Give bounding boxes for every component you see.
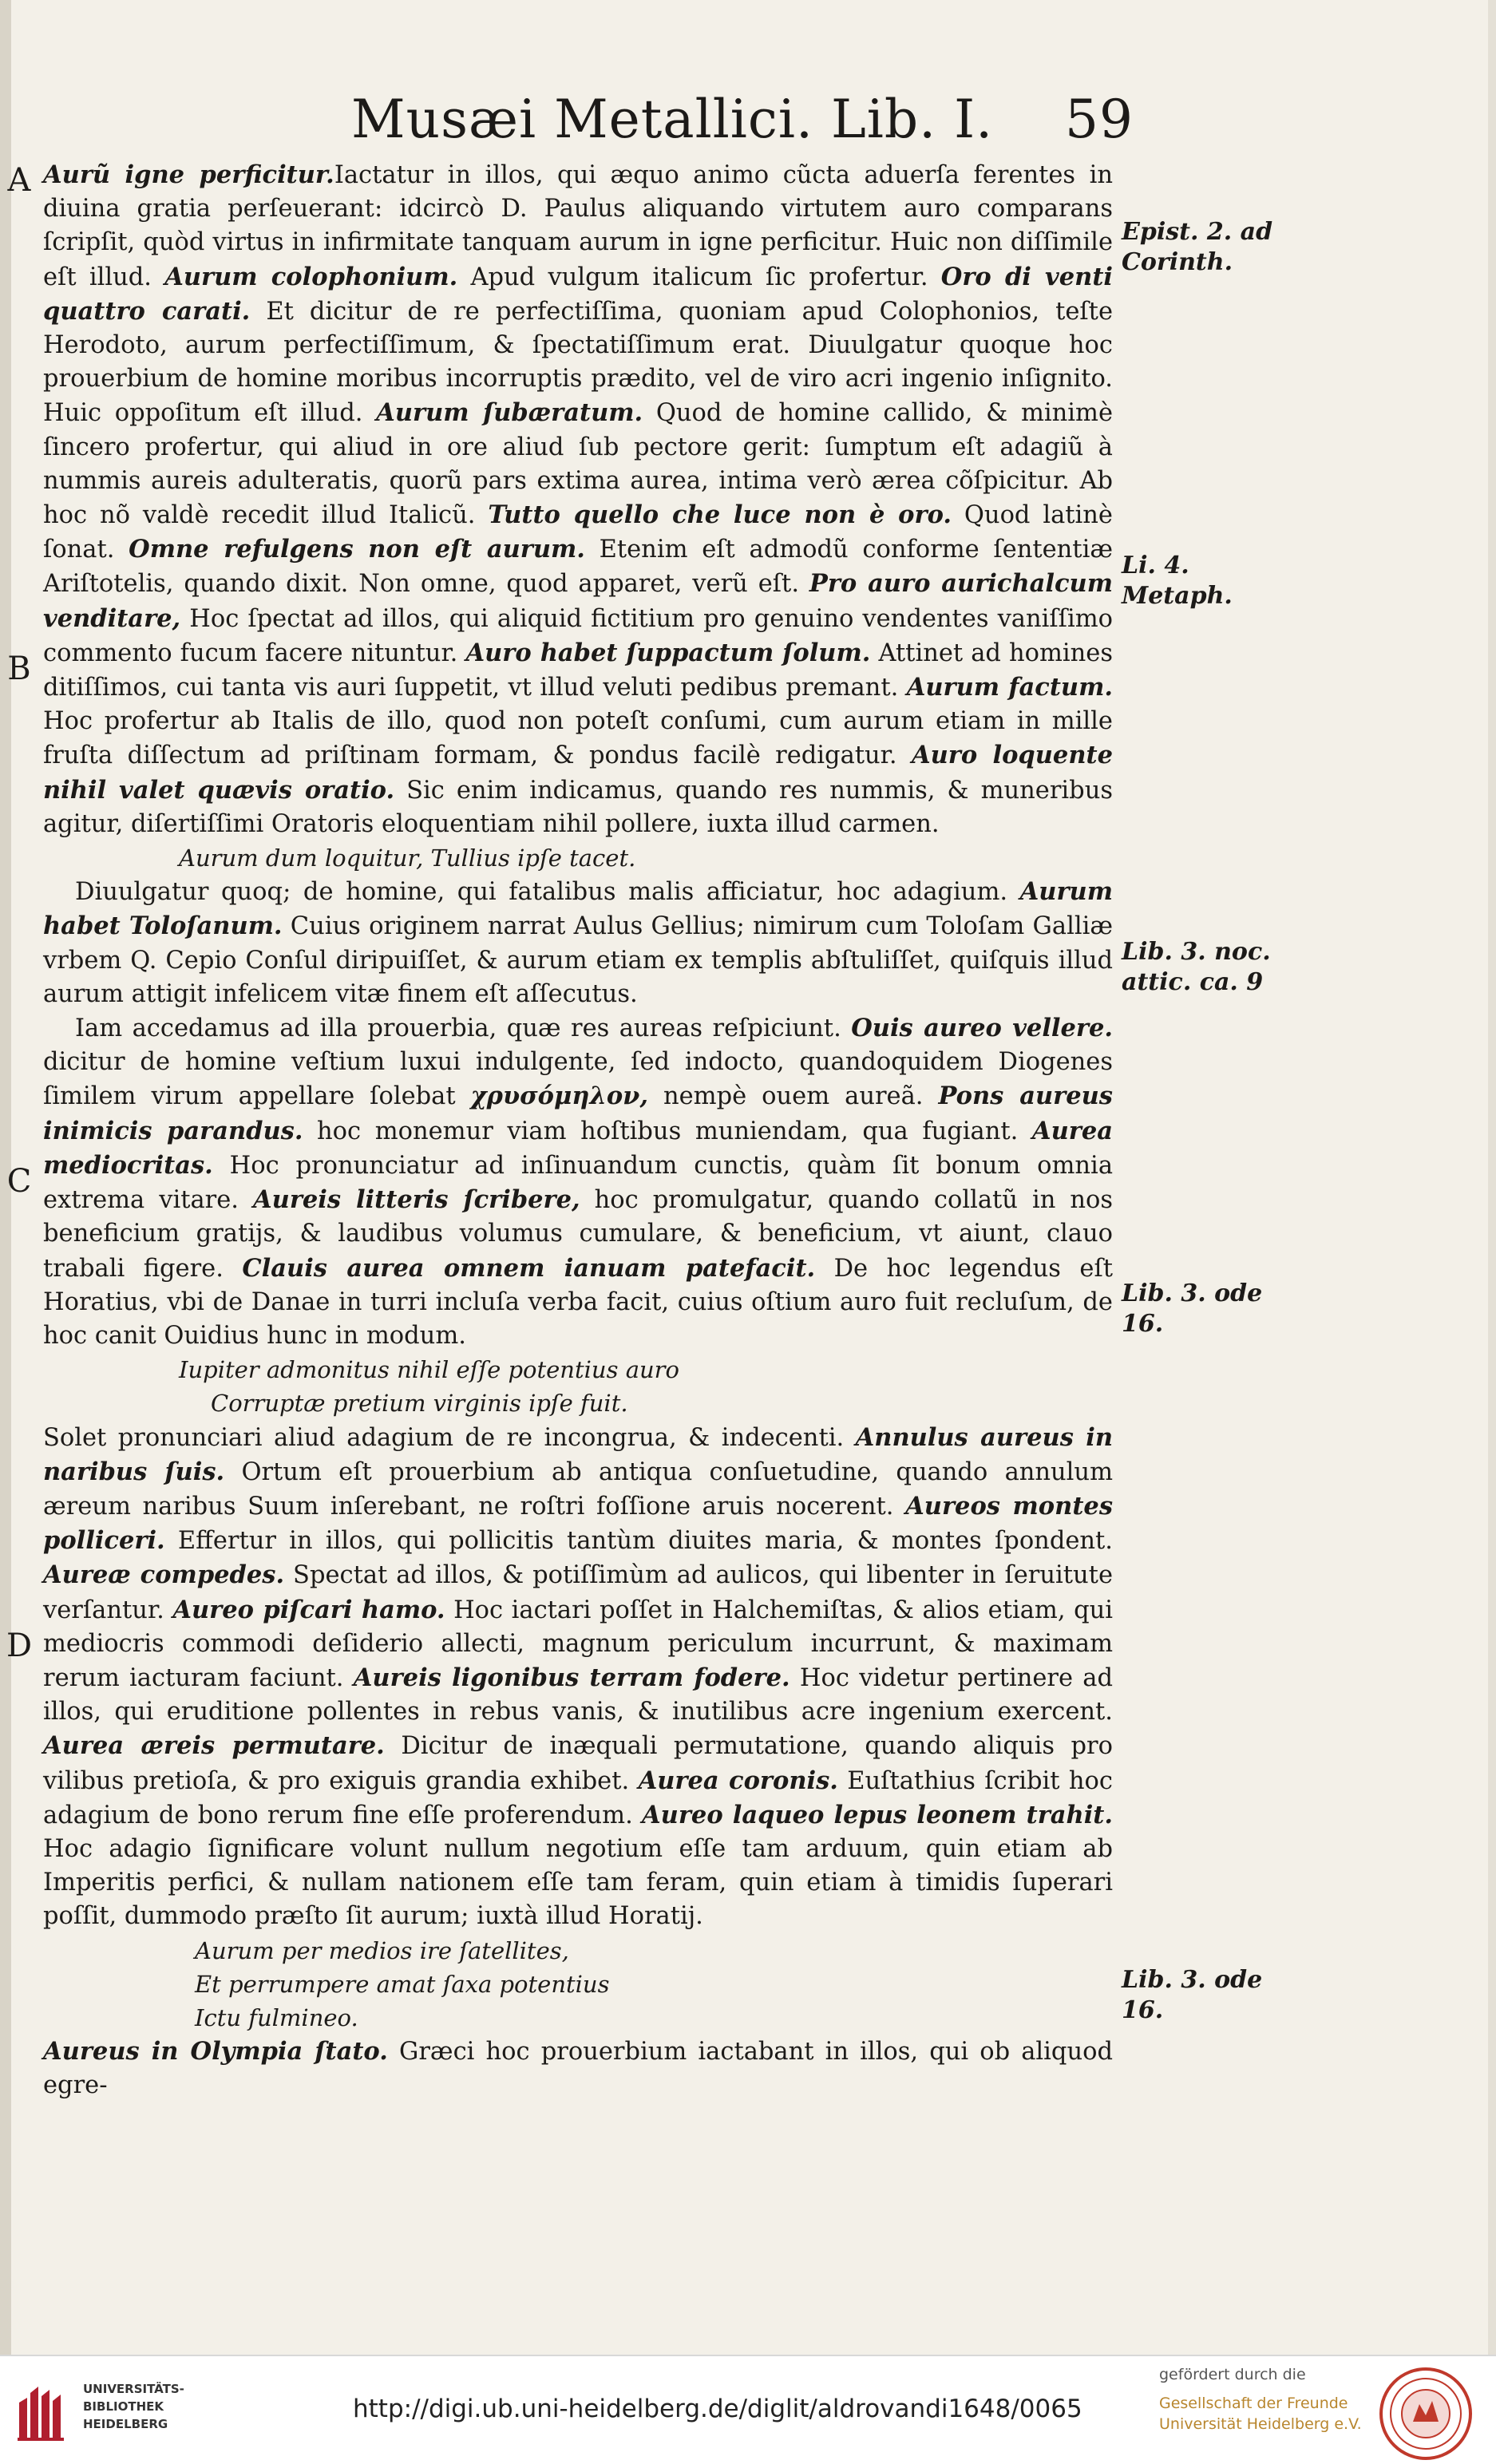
section-letter-d: D [6,1628,33,1664]
text-run: nempè ouem aureã. [647,1082,939,1111]
text-run: Hoc profertur ab Italis de illo, quod non poteſt conſumi, cum aurum etiam in mille fruſta diſſectum ad priſtinam formam, & pondus facilè redigatur. [43,707,1113,770]
text-run: Græci hoc prouerbium iactabant in illos, qui ob aliquod egre- [43,2038,1113,2100]
adagium: Omne refulgens non eſt aurum. [129,535,585,564]
library-name-line: UNIVERSITÄTS- [83,2382,184,2396]
adagium: Aureus in Olympia ſtato. [43,2037,388,2067]
paragraph [43,1011,1113,1353]
verse-line: Corruptæ pretium virginis ipſe fuit. [211,1390,628,1418]
viewer-footer [0,2355,1496,2464]
adagium: Oro di venti quattro carati. [43,262,1113,326]
text-run: Spectat ad illos, & potiſſimùm ad aulicos, qui libenter in ſeruitute verſantur. [43,1561,1113,1624]
adagium: Auro loquente nihil valet quævis oratio. [43,741,1113,805]
footer-divider [0,2355,1496,2356]
verse-quote [43,841,1113,875]
greek-word: χρυσόμηλον, [470,1082,648,1111]
verse-quote [43,1353,1113,1420]
text-run: Quod latinè ſonat. [43,501,1113,564]
text-run: hoc promulgatur, quando collatũ in nos beneficium gratijs, & laudibus volumus cumulare, & beneficium, vt aiunt, clauo trabali figere. [43,1186,1113,1283]
verse-line: Ictu fulmineo. [195,2003,358,2031]
text-run: Ortum eſt prouerbium ab antiqua conſuetudine, quando annulum æreum naribus Suum inſerebant, ne roſtri foſſione aruis nocerent. [43,1457,1113,1521]
section-letter-c: C [6,1163,32,1200]
permalink-url[interactable]: http://digi.ub.uni-heidelberg.de/diglit/aldrovandi1648/0065 [353,2395,1082,2423]
sponsor-seal-icon [1378,2366,1474,2462]
sponsor-name [1159,2393,1367,2434]
adagium: Aureis ligonibus terram fodere. [353,1663,790,1692]
library-name-line: BIBLIOTHEK [83,2399,164,2414]
verse-line: Aurum per medios ire ſatellites, [195,1936,569,1964]
text-run: Attinet ad homines ditiſſimos, cui tanta vis auri ſuppetit, vt illud veluti pedibus premant. [43,639,1114,702]
verse-quote [43,1934,1113,2035]
adagium: Aurum colophonium. [164,262,458,291]
adagium: Aurum factum. [906,673,1113,702]
text-run: Quod de homine callido, & minimè ſincero profertur, qui aliud in ore aliud ſub pectore gerit: ſumptum eſt adagiũ à nummis aureis adulteratis, quorũ pars extima aurea, intima verò ærea cõſpicitur. Ab hoc nõ valdè recedit illud Italicũ. [43,399,1113,530]
text-run: dicitur de homine veſtium luxui indulgente, ſed indocto, quandoquidem Diogenes ſimilem virum appellare ſolebat [43,1048,1113,1111]
running-title: Musæi Metallici. Lib. I. [351,89,994,150]
adagium: Aureos montes polliceri. [43,1491,1113,1556]
text-run: Hoc pronunciatur ad inſinuandum cunctis, quàm ſit bonum omnia extrema vitare. [43,1151,1113,1215]
paragraph [43,1421,1113,1934]
adagium: Aureo laqueo lepus leonem trahit. [642,1800,1114,1829]
sponsor-name-line: Gesellschaft der Freunde [1159,2395,1348,2412]
text-run: Diuulgatur quoq; de homine, qui fatalibus malis afficiatur, hoc adagium. [75,878,1020,907]
paragraph [43,2035,1113,2102]
text-run: Iam accedamus ad illa prouerbia, quæ res aureas reſpiciunt. [75,1014,852,1043]
text-run: Dicitur de inæquali permutatione, quando aliquis pro vilibus pretioſa, & pro exiguis grandia exhibet. [43,1732,1113,1795]
text-run: Hoc videtur pertinere ad illos, qui eruditione pollentes in rebus vanis, & inutilibus acre ingenium exercent. [43,1663,1114,1726]
verse-line: Et perrumpere amat ſaxa potentius [195,1970,610,1998]
adagium: Aurum ſubæratum. [376,398,643,428]
library-name-line: HEIDELBERG [83,2417,168,2431]
running-head [351,88,1181,152]
adagium: Ouis aureo vellere. [851,1014,1113,1043]
section-letter-a: A [7,162,31,199]
adagium: Aureæ compedes. [43,1560,285,1590]
text-run: Iactatur in illos, qui æquo animo cũcta aduerſa ferentes in diuina gratia perſeuerant: idcircò D. Paulus aliquando virtutem auro comparans ſcripſit, quòd virtus in infirmitate tanquam aurum in igne perficitur. Huic non diſſimile eſt illud. [43,161,1113,291]
margin-note: Epist. 2. ad Corinth. [1122,218,1273,276]
paragraph [43,875,1113,1011]
adagium: Aurea coronis. [638,1766,838,1795]
adagium: Aurum habet Toloſanum. [43,877,1113,941]
text-run: Hoc adagio ſignificare volunt nullum negotium eſſe tam arduum, quin etiam ab Imperitis perfici, & nullam nationem eſſe tam feram, quin etiam à timidis ſuperari poſſit, dummodo præſto ſit aurum; iuxtà illud Horatij. [43,1834,1113,1931]
text-run: Solet pronunciari aliud adagium de re incongrua, & indecenti. [43,1423,856,1452]
text-run: Cuius originem narrat Aulus Gellius; nimirum cum Toloſam Galliæ vrbem Q. Cepio Conſul diripuiſſet, & aurum etiam ex templis abſtuliſſet, quiſquis illud aurum attigit infelicem vitæ finem eſt aſſecutus. [43,912,1114,1008]
text-run: Etenim eſt admodũ conforme ſententiæ Ariſtotelis, quando dixit. Non omne, quod apparet, verũ eſt. [43,536,1113,599]
adagium: Aurũ igne perficitur. [43,160,334,189]
text-run: Hoc iactari poſſet in Halchemiſtas, & alios etiam, qui mediocris commodi deſiderio allecti, magnum periculum incurrunt, & maximam rerum iacturam faciunt. [43,1596,1113,1692]
adagium: Annulus aureus in naribus ſuis. [43,1422,1113,1486]
library-logo-icon [14,2379,70,2442]
verse-line: Iupiter admonitus nihil eſſe potentius auro [179,1356,679,1384]
text-run: Hoc ſpectat ad illos, qui aliquid fictitium pro genuino vendentes vaniſſimo commento fucum facere nituntur. [43,604,1113,667]
adagium: Auro habet ſuppactum ſolum. [465,638,871,667]
sponsor-label: gefördert durch die [1159,2366,1306,2383]
margin-note: Lib. 3. noc. attic. ca. 9 [1122,938,1271,996]
verse-line: Aurum dum loquitur, Tullius ipſe tacet. [179,844,636,872]
sponsor-name-line: Universität Heidelberg e.V. [1159,2415,1362,2433]
adagium: Pro auro aurichalcum venditare, [43,569,1113,633]
adagium: Clauis aurea omnem ianuam patefacit. [242,1253,816,1283]
paragraph [43,158,1113,841]
adagium: Pons aureus inimicis parandus. [43,1082,1113,1145]
margin-note: Lib. 3. ode 16. [1122,1279,1263,1338]
text-run: hoc monemur viam hoſtibus muniendam, qua fugiant. [303,1117,1032,1145]
text-run: Et dicitur de re perfectiſſima, quoniam apud Colophonios, teſte Herodoto, aurum perfectiſſimum, & ſpectatiſſimum erat. Diuulgatur quoque hoc prouerbium de homine moribus incorruptis prædito, vel de viro acri ingenio inſignito. Huic oppoſitum eſt illud. [43,297,1113,428]
text-run: Effertur in illos, qui pollicitis tantùm diuites maria, & montes ſpondent. [164,1527,1113,1556]
adagium: Aurea æreis permutare. [43,1731,385,1761]
text-run: Euſtathius ſcribit hoc adagium de bono rerum fine eſſe proferendum. [43,1766,1113,1829]
body-text [43,158,1113,2103]
page-number: 59 [1065,89,1134,150]
library-name [83,2380,211,2433]
adagium: Aurea mediocritas. [43,1116,1113,1180]
adagium: Tutto quello che luce non è oro. [488,500,952,530]
margin-note: Li. 4. Metaph. [1122,552,1233,610]
adagium: Aureis litteris ſcribere, [252,1185,580,1215]
section-letter-b: B [7,651,31,687]
adagium: Aureo piſcari hamo. [172,1595,445,1624]
text-run: De hoc legendus eſt Horatius, vbi de Danae in turri incluſa verba facit, cuius oſtium auro fuit recluſum, de hoc canit Ouidius hunc in modum. [43,1254,1113,1350]
text-run: Sic enim indicamus, quando res nummis, & muneribus agitur, diſertiſſimi Oratoris eloquentiam nihil pollere, iuxta illud carmen. [43,776,1113,838]
text-run: Apud vulgum italicum ſic profertur. [457,263,941,291]
margin-note: Lib. 3. ode 16. [1122,1966,1263,2024]
